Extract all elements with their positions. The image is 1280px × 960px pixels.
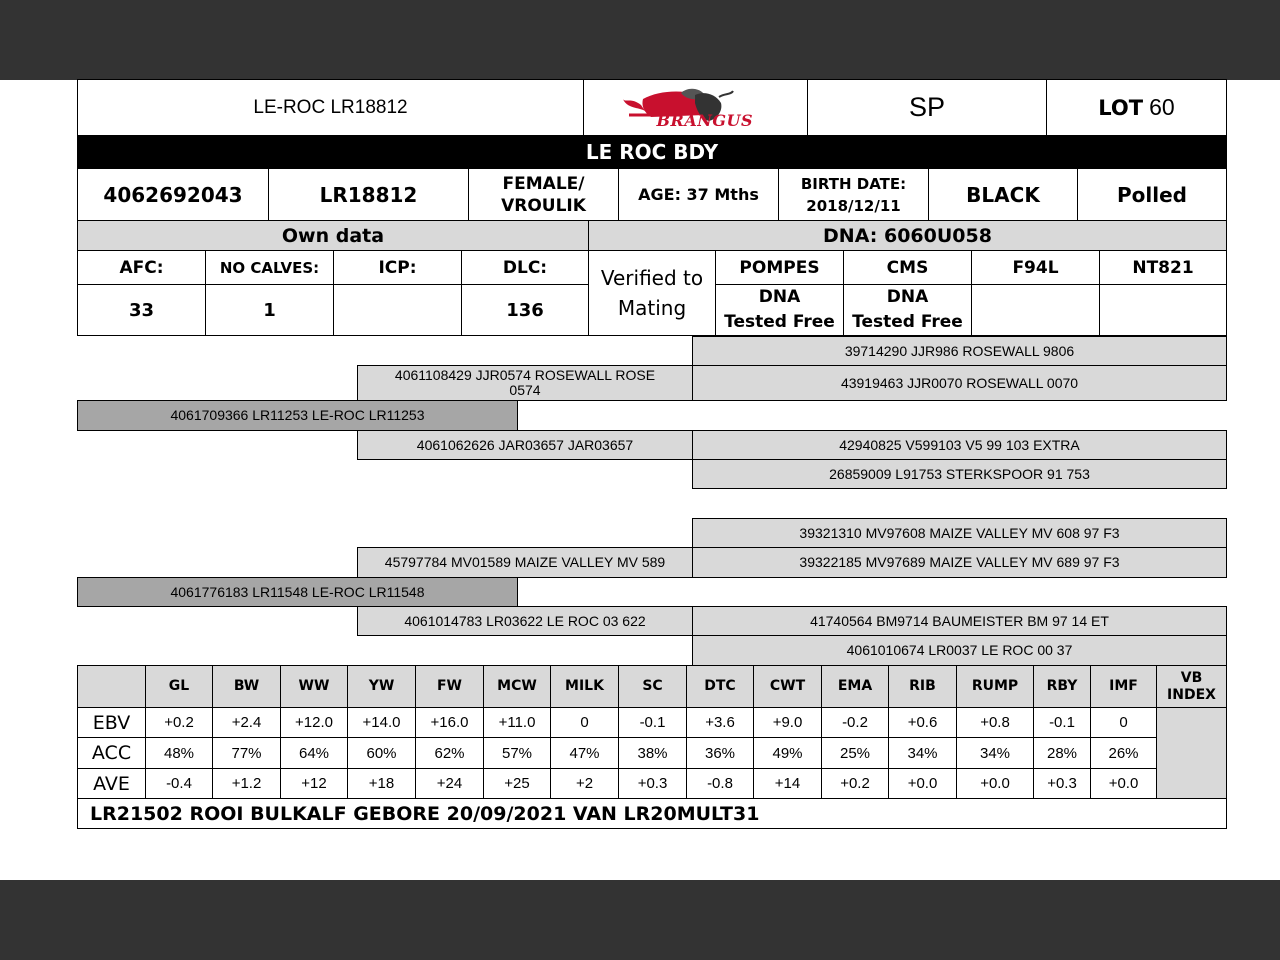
pedigree-dam-sire-dam bbox=[692, 547, 1227, 578]
ebv-value: 64% bbox=[298, 744, 330, 762]
id-number-cell bbox=[77, 168, 269, 221]
ebv-value: 48% bbox=[163, 744, 195, 762]
ebv-value: +0.0 bbox=[907, 775, 938, 792]
ebv-value: -0.2 bbox=[842, 714, 868, 731]
pedigree-sire-dam-sire bbox=[692, 430, 1227, 460]
ebv-value-cell bbox=[483, 768, 551, 799]
lot-label: LOT bbox=[1098, 95, 1144, 120]
top-bar bbox=[0, 0, 1280, 80]
reg-code: LR18812 bbox=[319, 182, 418, 207]
nt821-result-cell bbox=[1099, 284, 1227, 336]
animal-name-banner bbox=[77, 135, 1227, 169]
ebv-value: +11.0 bbox=[498, 714, 536, 731]
brangus-logo bbox=[621, 85, 771, 131]
ebv-column-label: CWT bbox=[769, 678, 806, 694]
ebv-column-label: FW bbox=[436, 678, 462, 694]
no-calves-value: 1 bbox=[263, 299, 276, 321]
ebv-value-cell bbox=[550, 768, 619, 799]
dna-header bbox=[588, 220, 1227, 251]
ebv-value-cell bbox=[618, 768, 687, 799]
ebv-value-cell bbox=[686, 768, 754, 799]
birth-date: 2018/12/11 bbox=[806, 196, 901, 215]
ebv-value-cell bbox=[618, 737, 687, 769]
pedigree-text: 4061108429 JJR0574 ROSEWALL ROSE 0574 bbox=[394, 367, 656, 398]
sex-line2: VROULIK bbox=[501, 195, 586, 216]
ebv-value-cell bbox=[1090, 707, 1157, 738]
ebv-value: 0 bbox=[580, 714, 589, 731]
pompes-result-line2: Tested Free bbox=[724, 312, 835, 332]
pedigree-sire bbox=[77, 400, 518, 431]
ebv-value-cell bbox=[212, 737, 281, 769]
pedigree-dam-dam-sire bbox=[692, 606, 1227, 636]
ebv-column-label: EMA bbox=[837, 678, 873, 694]
animal-name: LE ROC BDY bbox=[585, 140, 719, 164]
pedigree-dam-sire-sire bbox=[692, 518, 1227, 548]
ebv-value: +18 bbox=[368, 775, 395, 792]
ebv-value-cell bbox=[1033, 737, 1091, 769]
ebv-value: -0.8 bbox=[707, 775, 733, 792]
ebv-value: 34% bbox=[979, 744, 1011, 762]
horn-cell bbox=[1077, 168, 1227, 221]
pedigree-text: 45797784 MV01589 MAIZE VALLEY MV 589 bbox=[384, 554, 666, 570]
footer-note-cell bbox=[77, 798, 1227, 829]
ebv-value-cell bbox=[280, 737, 348, 769]
ebv-column-label: RBY bbox=[1046, 678, 1078, 694]
pedigree-text: 4061709366 LR11253 LE-ROC LR11253 bbox=[170, 407, 425, 423]
ebv-column-header bbox=[1033, 665, 1091, 708]
cms-header bbox=[843, 250, 972, 285]
ebv-value: +2 bbox=[575, 775, 594, 792]
ebv-column-label: MCW bbox=[497, 678, 537, 694]
ebv-column-header bbox=[145, 665, 213, 708]
grade: SP bbox=[908, 92, 946, 122]
vb-index-label: VB bbox=[1180, 669, 1203, 686]
ebv-value-cell bbox=[821, 737, 889, 769]
ebv-value-cell bbox=[1090, 737, 1157, 769]
dlc-label: DLC: bbox=[502, 257, 548, 278]
ebv-column-label: GL bbox=[168, 678, 190, 694]
no-calves-value-cell bbox=[205, 284, 334, 336]
ebv-value-cell bbox=[483, 737, 551, 769]
ebv-value: 77% bbox=[231, 744, 262, 762]
pedigree-dam bbox=[77, 577, 518, 607]
ebv-value: 62% bbox=[434, 744, 465, 762]
ebv-value-cell bbox=[1033, 768, 1091, 799]
ebv-value-cell bbox=[821, 707, 889, 738]
ebv-value: +0.6 bbox=[907, 714, 938, 731]
ebv-value: +16.0 bbox=[430, 714, 469, 731]
pedigree-dam-dam-dam bbox=[692, 635, 1227, 666]
ebv-value-cell bbox=[1033, 707, 1091, 738]
ebv-column-header bbox=[618, 665, 687, 708]
own-data-header bbox=[77, 220, 589, 251]
pedigree-dam-dam bbox=[357, 606, 693, 636]
lot-number: 60 bbox=[1149, 94, 1175, 120]
ebv-column-header bbox=[1090, 665, 1157, 708]
cms-result-cell bbox=[843, 284, 972, 336]
icp-value-cell bbox=[333, 284, 462, 336]
ebv-value: 36% bbox=[704, 744, 736, 762]
brand-logo-cell bbox=[583, 79, 808, 136]
ebv-value: 47% bbox=[569, 744, 600, 762]
pedigree-text: 4061776183 LR11548 LE-ROC LR11548 bbox=[170, 583, 425, 600]
ebv-value: -0.1 bbox=[1049, 714, 1075, 731]
pedigree-sire-sire-dam bbox=[692, 365, 1227, 401]
pedigree-text: 4061010674 LR0037 LE ROC 00 37 bbox=[846, 642, 1073, 658]
ebv-value-cell bbox=[415, 737, 484, 769]
horn-status: Polled bbox=[1117, 182, 1187, 207]
ebv-value: 28% bbox=[1046, 744, 1078, 762]
pedigree-text: 39321310 MV97608 MAIZE VALLEY MV 608 97 F3 bbox=[799, 524, 1120, 541]
pedigree-text: 43919463 JJR0070 ROSEWALL 0070 bbox=[840, 374, 1079, 391]
ebv-column-header bbox=[686, 665, 754, 708]
ebv-column-header bbox=[415, 665, 484, 708]
ebv-value-cell bbox=[415, 768, 484, 799]
brand-logo-text: BRANGUS bbox=[656, 110, 754, 130]
f94l-result-cell bbox=[971, 284, 1100, 336]
ebv-column-label: DTC bbox=[704, 678, 736, 694]
dlc-value: 136 bbox=[506, 299, 544, 321]
ebv-column-header bbox=[483, 665, 551, 708]
ebv-value: +9.0 bbox=[772, 714, 803, 731]
ebv-column-label: RIB bbox=[909, 678, 936, 694]
ebv-column-header bbox=[956, 665, 1034, 708]
reg-name: LE-ROC LR18812 bbox=[253, 96, 408, 118]
birth-date-label: BIRTH DATE: bbox=[800, 174, 907, 193]
ebv-value-cell bbox=[145, 707, 213, 738]
ebv-column-header bbox=[347, 665, 416, 708]
verified-line2: Mating bbox=[617, 296, 687, 320]
verified-line1: Verified to bbox=[600, 266, 704, 290]
ebv-value-cell bbox=[212, 707, 281, 738]
footer-note: LR21502 ROOI BULKALF GEBORE 20/09/2021 VAN LR20MULT31 bbox=[90, 802, 760, 825]
nt821-header bbox=[1099, 250, 1227, 285]
ebv-value-cell bbox=[686, 737, 754, 769]
f94l-label: F94L bbox=[1012, 257, 1059, 278]
ebv-value: +2.4 bbox=[231, 714, 262, 731]
no-calves-header bbox=[205, 250, 334, 285]
ebv-value: 57% bbox=[501, 744, 533, 762]
pompes-result-line1: DNA bbox=[758, 287, 801, 307]
pedigree-text: 41740564 BM9714 BAUMEISTER BM 97 14 ET bbox=[810, 612, 1109, 629]
pedigree-sire-sire bbox=[357, 365, 693, 401]
ebv-row-label-text: EBV bbox=[92, 711, 131, 734]
afc-value: 33 bbox=[128, 299, 155, 321]
ebv-value: 38% bbox=[637, 744, 668, 762]
cms-result-line1: DNA bbox=[886, 287, 929, 307]
ebv-value-cell bbox=[415, 707, 484, 738]
pedigree-text: 42940825 V599103 V5 99 103 EXTRA bbox=[839, 436, 1080, 453]
ebv-value-cell bbox=[956, 768, 1034, 799]
ebv-row-label bbox=[77, 768, 146, 799]
pedigree-text: 39714290 JJR986 ROSEWALL 9806 bbox=[844, 342, 1075, 359]
ebv-value-cell bbox=[888, 707, 957, 738]
ebv-value: -0.4 bbox=[166, 775, 192, 792]
ebv-column-header bbox=[212, 665, 281, 708]
ebv-row-label bbox=[77, 737, 146, 769]
ebv-column-label: IMF bbox=[1109, 678, 1138, 694]
f94l-header bbox=[971, 250, 1100, 285]
ebv-column-header bbox=[821, 665, 889, 708]
pompes-result-cell bbox=[715, 284, 844, 336]
ebv-corner-cell bbox=[77, 665, 146, 708]
own-data-title: Own data bbox=[281, 224, 385, 247]
age-cell bbox=[618, 168, 779, 221]
ebv-column-label: BW bbox=[233, 678, 260, 694]
ebv-value: +25 bbox=[504, 775, 530, 792]
nt821-label: NT821 bbox=[1132, 257, 1194, 278]
ebv-value-cell bbox=[956, 707, 1034, 738]
ebv-value-cell bbox=[483, 707, 551, 738]
ebv-value: +12.0 bbox=[295, 714, 333, 731]
ebv-value: 0 bbox=[1119, 714, 1128, 731]
reg-code-cell bbox=[268, 168, 469, 221]
pedigree-dam-sire bbox=[357, 547, 693, 578]
pedigree-sire-sire-sire bbox=[692, 336, 1227, 366]
reg-name-cell bbox=[77, 79, 584, 136]
bottom-bar bbox=[0, 880, 1280, 960]
ebv-value-cell bbox=[753, 707, 822, 738]
ebv-value-cell bbox=[956, 737, 1034, 769]
ebv-column-header bbox=[280, 665, 348, 708]
ebv-column-header bbox=[888, 665, 957, 708]
verified-cell bbox=[588, 250, 716, 336]
ebv-value: 60% bbox=[366, 744, 397, 762]
icp-header bbox=[333, 250, 462, 285]
pompes-label: POMPES bbox=[739, 257, 820, 278]
afc-label: AFC: bbox=[119, 257, 164, 278]
ebv-value: -0.1 bbox=[639, 714, 666, 731]
ebv-value-cell bbox=[686, 707, 754, 738]
vb-index-label: INDEX bbox=[1167, 686, 1216, 703]
ebv-value: 25% bbox=[839, 744, 871, 762]
ebv-value-cell bbox=[347, 768, 416, 799]
ebv-value: +0.0 bbox=[980, 775, 1010, 792]
colour: BLACK bbox=[966, 182, 1040, 207]
birth-date-cell bbox=[778, 168, 929, 221]
sex-cell bbox=[468, 168, 619, 221]
ebv-value: +3.6 bbox=[705, 714, 735, 731]
ebv-value: +0.8 bbox=[980, 714, 1010, 731]
ebv-value: 49% bbox=[772, 744, 803, 762]
cms-result-line2: Tested Free bbox=[852, 312, 963, 332]
dlc-header bbox=[461, 250, 589, 285]
afc-header bbox=[77, 250, 206, 285]
ebv-column-label: MILK bbox=[565, 678, 604, 694]
ebv-value-cell bbox=[280, 768, 348, 799]
pedigree-text: 26859009 L91753 STERKSPOOR 91 753 bbox=[829, 465, 1090, 482]
ebv-row-label-text: ACC bbox=[91, 742, 132, 764]
ebv-value-cell bbox=[347, 737, 416, 769]
ebv-value-cell bbox=[347, 707, 416, 738]
ebv-value-cell bbox=[618, 707, 687, 738]
ebv-value-cell bbox=[280, 707, 348, 738]
id-number: 4062692043 bbox=[103, 182, 243, 207]
ebv-value: 34% bbox=[907, 744, 938, 762]
ebv-value-cell bbox=[821, 768, 889, 799]
ebv-value: +14.0 bbox=[362, 714, 401, 731]
dlc-value-cell bbox=[461, 284, 589, 336]
pedigree-text: 4061014783 LR03622 LE ROC 03 622 bbox=[404, 612, 646, 629]
pompes-header bbox=[715, 250, 844, 285]
ebv-value: +1.2 bbox=[231, 775, 262, 792]
ebv-column-label: YW bbox=[368, 678, 395, 694]
afc-value-cell bbox=[77, 284, 206, 336]
age: AGE: 37 Mths bbox=[638, 185, 759, 204]
vb-index-header bbox=[1156, 665, 1227, 708]
grade-cell bbox=[807, 79, 1047, 136]
ebv-value: +0.2 bbox=[164, 714, 194, 731]
colour-cell bbox=[928, 168, 1078, 221]
vb-index-value-cell bbox=[1156, 707, 1227, 799]
icp-label: ICP: bbox=[378, 257, 417, 278]
no-calves-label: NO CALVES: bbox=[219, 258, 320, 277]
ebv-value: +12 bbox=[301, 775, 327, 792]
pedigree-text: 4061062626 JAR03657 JAR03657 bbox=[416, 436, 634, 453]
ebv-value-cell bbox=[145, 768, 213, 799]
ebv-value-cell bbox=[212, 768, 281, 799]
ebv-column-header bbox=[753, 665, 822, 708]
ebv-row-label bbox=[77, 707, 146, 738]
ebv-column-label: WW bbox=[298, 678, 330, 694]
sex-line1: FEMALE/ bbox=[502, 173, 585, 194]
ebv-row-label-text: AVE bbox=[93, 772, 130, 795]
ebv-value: +24 bbox=[436, 775, 463, 792]
ebv-value-cell bbox=[145, 737, 213, 769]
ebv-value-cell bbox=[753, 737, 822, 769]
ebv-value-cell bbox=[888, 737, 957, 769]
ebv-value-cell bbox=[753, 768, 822, 799]
ebv-value: +0.3 bbox=[1047, 775, 1077, 792]
cms-label: CMS bbox=[886, 257, 929, 278]
pedigree-sire-dam-dam bbox=[692, 459, 1227, 489]
ebv-column-header bbox=[550, 665, 619, 708]
ebv-value: 26% bbox=[1108, 744, 1139, 762]
ebv-value: +0.2 bbox=[840, 775, 870, 792]
ebv-value: +14 bbox=[774, 775, 801, 792]
ebv-value: +0.0 bbox=[1108, 775, 1139, 792]
dna-title: DNA: 6060U058 bbox=[823, 224, 992, 247]
ebv-value-cell bbox=[1090, 768, 1157, 799]
pedigree-sire-dam bbox=[357, 430, 693, 460]
ebv-value-cell bbox=[888, 768, 957, 799]
ebv-value: +0.3 bbox=[637, 775, 668, 792]
ebv-column-label: RUMP bbox=[971, 678, 1019, 694]
ebv-value-cell bbox=[550, 707, 619, 738]
pedigree-text: 39322185 MV97689 MAIZE VALLEY MV 689 97 F3 bbox=[799, 554, 1120, 570]
ebv-value-cell bbox=[550, 737, 619, 769]
ebv-column-label: SC bbox=[642, 678, 663, 694]
lot-cell bbox=[1046, 79, 1227, 136]
